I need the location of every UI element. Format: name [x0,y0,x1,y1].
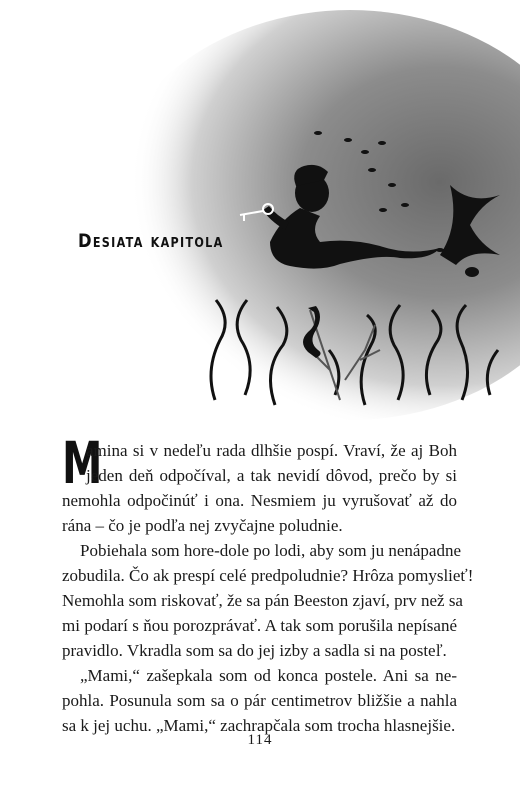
drop-cap: M [62,429,103,497]
text-line: „Mami,“ zašepkala som od konca postele. Ani sa ne- [80,666,457,685]
chapter-title: Desiata kapitola [78,230,224,252]
text-line: Pobiehala som hore-dole po lodi, aby som ju nenápadne [80,541,461,560]
text-line: Nemohla som riskovať, že sa pán Beeston zjaví, prv než sa [62,591,463,610]
text-line: nemohla odpočinúť i ona. Nesmiem ju vyrušovať až do [62,491,457,510]
text-line: pravidlo. Vkradla som sa do jej izby a sadla si na posteľ. [62,641,447,660]
text-line: amina si v nedeľu rada dlhšie pospí. Vraví, že aj Boh [86,441,457,460]
page-number: 114 [247,732,273,748]
text-line: pohla. Posunula som sa o pár centimetrov bližšie a nahla [62,691,457,710]
text-line: zobudila. Čo ak prespí celé predpoludnie? Hrôza pomyslieť! [62,566,474,585]
text-line: sa k jej uchu. „Mami,“ zachrapčala som trocha hlasnejšie. [62,716,456,735]
text-line: rána – čo je podľa nej zvyčajne poludnie. [62,516,343,535]
text-line: mi podarí s ňou porozprávať. A tak som porušila nepísané [62,616,457,635]
chapter-body [62,429,474,738]
text-line: jeden deň odpočíval, a tak nevidí dôvod, prečo by si [86,466,457,485]
